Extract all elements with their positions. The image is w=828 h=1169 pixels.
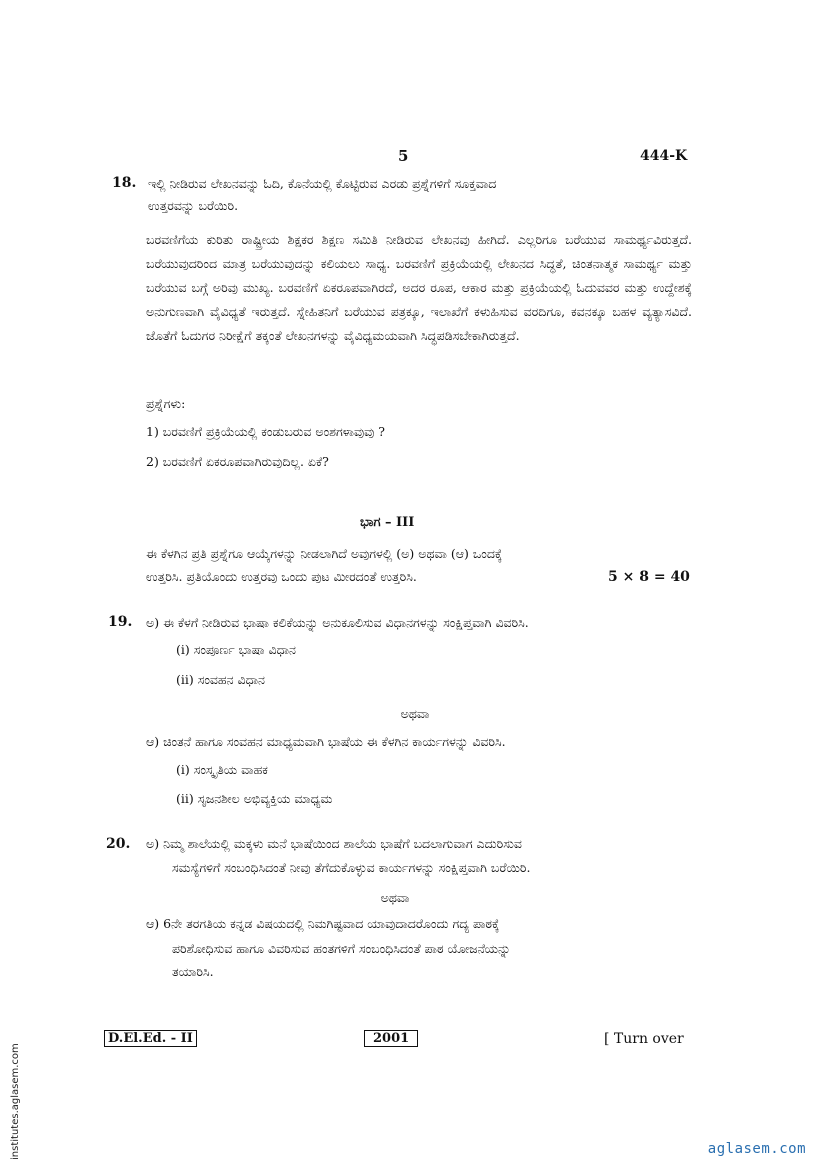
question-18-sub-1: 1) ಬರವಣಿಗೆ ಪ್ರಕ್ರಿಯೆಯಲ್ಲಿ ಕಂಡುಬರುವ ಅಂಶಗಳಾವುವು ? [146,424,386,439]
question-19-option-b-ii: (ii) ಸೃಜನಶೀಲ ಅಭಿವ್ಯಕ್ತಿಯ ಮಾಧ್ಯಮ [176,791,333,806]
question-18-questions-label: ಪ್ರಶ್ನೆಗಳು: [146,396,186,411]
question-20-option-b-line2: ಪರಿಶೋಧಿಸುವ ಹಾಗೂ ವಿವರಿಸುವ ಹಂತಗಳಿಗೆ ಸಂಬಂಧಿಸಿದಂತೆ ಪಾಠ ಯೋಜನೆಯನ್ನು [172,941,511,956]
question-19-option-b: ಆ) ಚಿಂತನೆ ಹಾಗೂ ಸಂವಹನ ಮಾಧ್ಯಮವಾಗಿ ಭಾಷೆಯ ಈ ಕೆಳಗಿನ ಕಾರ್ಯಗಳನ್ನು ವಿವರಿಸಿ. [146,734,506,749]
page-number: 5 [398,147,409,165]
question-19-option-b-i: (i) ಸಂಸ್ಕೃತಿಯ ವಾಹಕ [176,762,268,777]
paper-code: 444-K [640,148,688,164]
part-3-title: ಭಾಗ – III [360,515,415,530]
question-20-option-b-line1: ಆ) 6ನೇ ತರಗತಿಯ ಕನ್ನಡ ವಿಷಯದಲ್ಲಿ ನಿಮಗಿಷ್ಟವಾದ ಯಾವುದಾದರೊಂದು ಗದ್ಯ ಪಾಠಕ್ಕೆ [146,916,500,931]
question-18-instruction-line1: ಇಲ್ಲಿ ನೀಡಿರುವ ಲೇಖನವನ್ನು ಓದಿ, ಕೊನೆಯಲ್ಲಿ ಕೊಟ್ಟಿರುವ ಎರಡು ಪ್ರಶ್ನೆಗಳಿಗೆ ಸೂಕ್ತವಾದ [148,176,497,191]
footer-course: D.El.Ed. - II [104,1030,197,1047]
question-19-or: ಅಥವಾ [400,706,430,721]
footer-code: 2001 [364,1030,418,1047]
question-19-number: 19. [108,614,133,630]
question-18-instruction-line2: ಉತ್ತರವನ್ನು ಬರೆಯಿರಿ. [148,198,239,213]
part-3-instruction-line2: ಉತ್ತರಿಸಿ. ಪ್ರತಿಯೊಂದು ಉತ್ತರವು ಒಂದು ಪುಟ ಮೀರದಂತೆ ಉತ್ತರಿಸಿ. [146,569,417,584]
part-3-marks: 5 × 8 = 40 [608,569,690,585]
question-20-number: 20. [106,836,131,852]
question-18-number: 18. [112,175,137,191]
part-3-instruction-line1: ಈ ಕೆಳಗಿನ ಪ್ರತಿ ಪ್ರಶ್ನೆಗೂ ಆಯ್ಕೆಗಳನ್ನು ನೀಡಲಾಗಿದೆ ಅವುಗಳಲ್ಲಿ (ಅ) ಅಥವಾ (ಆ) ಒಂದಕ್ಕೆ [146,546,503,561]
question-20-or: ಅಥವಾ [380,890,410,905]
question-19-option-a-ii: (ii) ಸಂವಹನ ವಿಧಾನ [176,672,266,687]
question-18-sub-2: 2) ಬರವಣಿಗೆ ಏಕರೂಪವಾಗಿರುವುದಿಲ್ಲ. ಏಕೆ? [146,454,329,469]
question-20-option-a-line1: ಅ) ನಿಮ್ಮ ಶಾಲೆಯಲ್ಲಿ ಮಕ್ಕಳು ಮನೆ ಭಾಷೆಯಿಂದ ಶಾಲೆಯ ಭಾಷೆಗೆ ಬದಲಾಗುವಾಗ ಎದುರಿಸುವ [146,836,522,851]
question-20-option-b-line3: ತಯಾರಿಸಿ. [172,964,214,979]
question-19-option-a: ಅ) ಈ ಕೆಳಗೆ ನೀಡಿರುವ ಭಾಷಾ ಕಲಿಕೆಯನ್ನು ಅನುಕೂಲಿಸುವ ವಿಧಾನಗಳನ್ನು ಸಂಕ್ಷಿಪ್ತವಾಗಿ ವಿವರಿಸಿ. [146,615,529,630]
footer-turn-over: [ Turn over [604,1031,684,1047]
question-20-option-a-line2: ಸಮಸ್ಯೆಗಳಿಗೆ ಸಂಬಂಧಿಸಿದಂತೆ ನೀವು ತೆಗೆದುಕೊಳ್ಳುವ ಕಾರ್ಯಗಳನ್ನು ಸಂಕ್ಷಿಪ್ತವಾಗಿ ಬರೆಯಿರಿ. [172,860,531,875]
question-18-passage: ಬರವಣಿಗೆಯ ಕುರಿತು ರಾಷ್ಟ್ರೀಯ ಶಿಕ್ಷಕರ ಶಿಕ್ಷಣ ಸಮಿತಿ ನೀಡಿರುವ ಲೇಖನವು ಹೀಗಿದೆ. ಎಲ್ಲರಿಗೂ ಬರೆಯುವ ಸಾಮರ್ಥ್ಯವಿರುತ್ತದೆ. ಬರೆಯುವುದರಿಂದ ಮಾತ್ರ ಬರೆಯುವುದನ್ನು ಕಲಿಯಲು ಸಾಧ್ಯ. ಬರವಣಿಗೆ ಪ್ರಕ್ರಿಯೆಯಲ್ಲಿ ಲೇಖನದ ಸಿದ್ಧತೆ, ಚಿಂತನಾತ್ಮಕ ಸಾಮರ್ಥ್ಯ ಮತ್ತು ಬರೆಯುವ ಬಗ್ಗೆ ಅರಿವು ಮುಖ್ಯ. ಬರವಣಿಗೆ ಏಕರೂಪವಾಗಿರದೆ, ಅದರ ರೂಪ, ಆಕಾರ ಮತ್ತು ಪ್ರಕ್ರಿಯೆಯಲ್ಲಿ ಓದುವವರ ಮತ್ತು ಉದ್ದೇಶಕ್ಕೆ ಅನುಗುಣವಾಗಿ ವೈವಿಧ್ಯತೆ ಇರುತ್ತದೆ. ಸ್ನೇಹಿತನಿಗೆ ಬರೆಯುವ ಪತ್ರಕ್ಕೂ, ಇಲಾಖೆಗೆ ಕಳುಹಿಸುವ ವರದಿಗೂ, ಕವನಕ್ಕೂ ಬಹಳ ವ್ಯತ್ಯಾಸವಿದೆ. ಜೊತೆಗೆ ಓದುಗರ ನಿರೀಕ್ಷೆಗೆ ತಕ್ಕಂತೆ ಲೇಖನಗಳನ್ನು ವೈವಿಧ್ಯಮಯವಾಗಿ ಸಿದ್ಧಪಡಿಸಬೇಕಾಗಿರುತ್ತದೆ. [146,232,692,343]
side-watermark: institutes.aglasem.com [10,1043,21,1160]
question-19-option-a-i: (i) ಸಂಪೂರ್ಣ ಭಾಷಾ ವಿಧಾನ [176,642,297,657]
brand-watermark: aglasem.com [707,1141,806,1157]
